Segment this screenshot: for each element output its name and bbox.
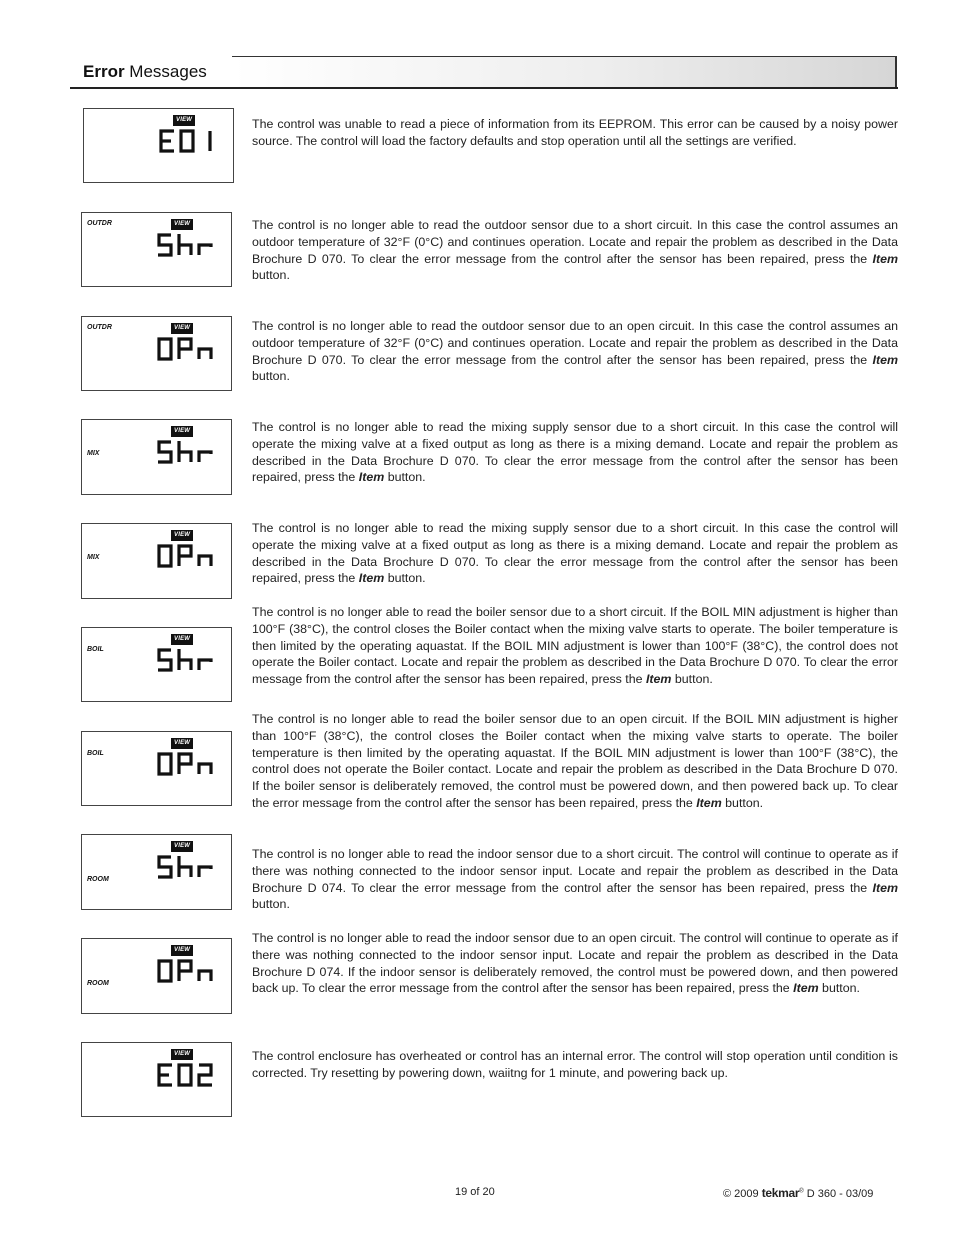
copyright: © 2009 [723, 1188, 759, 1200]
view-indicator: VIEW [171, 530, 193, 541]
error-description [252, 930, 898, 997]
footer-doc-info [723, 1186, 873, 1200]
description-tail: button. [252, 268, 290, 283]
view-indicator: VIEW [171, 1049, 193, 1060]
view-indicator: VIEW [171, 738, 193, 749]
lcd-zone-label: OUTDR [87, 220, 112, 227]
error-description [252, 116, 898, 150]
item-button-label: Item [793, 981, 819, 996]
lcd-segment [181, 131, 193, 151]
lcd-segment [179, 961, 191, 981]
lcd-error-code [154, 853, 214, 881]
lcd-segment [158, 650, 171, 670]
description-text: The control was unable to read a piece of information from its EEPROM. This error can be caused by a noisy power source. The control will load the factory defaults and stop operation until all the settings are verified. [252, 117, 898, 148]
lcd-segment [179, 546, 191, 566]
title-rest: Messages [124, 62, 207, 81]
description-tail: button. [252, 897, 290, 912]
view-indicator: VIEW [171, 841, 193, 852]
lcd-segment [158, 857, 171, 877]
description-text: The control is no longer able to read the mixing supply sensor due to a short circuit. In this case the control will operate the mixing valve at a fixed output as long as there is a mixing demand. Locate and repair the problem as described in the Data Brochure D 070. To clear the error message from the control after the sensor has been repaired, press the [252, 420, 898, 485]
item-button-label: Item [696, 795, 722, 810]
lcd-display [81, 1042, 232, 1117]
header-bar [232, 56, 897, 88]
lcd-segment [179, 245, 191, 255]
description-tail: button. [252, 369, 290, 384]
lcd-error-code [154, 231, 214, 259]
error-description [252, 846, 898, 913]
description-text: The control is no longer able to read the boiler sensor due to an open circuit. If the BOIL MIN adjustment is higher than 100°F (38°C), the control closes the Boiler contact when the mixing valve starts to operate. The boiler temperature is then limited by the operating aquastat. If the BOIL MIN adjustment is lower than 100°F (38°C), the control does not operate the Boiler contact. Locate and repair the problem as described in the Data Brochure D 070. If the boiler sensor is deliberately removed, the control must be powered down, and then powered back up. To clear the error message from the control after the sensor has been repaired, press the [252, 712, 898, 810]
description-tail: button. [384, 571, 426, 586]
lcd-segment [159, 546, 171, 566]
view-indicator: VIEW [171, 634, 193, 645]
lcd-segment [179, 1065, 191, 1085]
header-rule [70, 87, 898, 89]
lcd-display [81, 419, 232, 495]
lcd-display [81, 212, 232, 287]
description-text: The control is no longer able to read the outdoor sensor due to a short circuit. In this case the control assumes an outdoor temperature of 32°F (0°C) and continues operation. Locate and repair the problem as described in the Data Brochure D 070. To clear the error message from the control after the sensor has been repaired, press the [252, 218, 898, 266]
error-description [252, 217, 898, 284]
error-description [252, 711, 898, 812]
lcd-segment [199, 452, 211, 462]
description-tail: button. [721, 795, 764, 810]
lcd-display [81, 316, 232, 391]
item-button-label: Item [358, 470, 385, 485]
lcd-segment [179, 867, 191, 877]
lcd-error-code [156, 127, 216, 155]
description-text: The control is no longer able to read the outdoor sensor due to an open circuit. In this case the control assumes an outdoor temperature of 32°F (0°C) and continues operation. Locate and repair the problem as described in the Data Brochure D 070. To clear the error message from the control after the sensor has been repaired, press the [252, 319, 898, 367]
error-description [252, 419, 898, 486]
lcd-segment [199, 245, 211, 255]
lcd-error-code [154, 750, 214, 778]
lcd-segment [199, 764, 211, 774]
view-indicator: VIEW [171, 945, 193, 956]
lcd-segment [179, 754, 191, 774]
lcd-segment [199, 660, 211, 670]
lcd-display [81, 938, 232, 1014]
lcd-segment [159, 961, 171, 981]
lcd-segment [159, 754, 171, 774]
lcd-zone-label: MIX [87, 450, 100, 457]
lcd-error-code [154, 1061, 214, 1089]
description-text: The control enclosure has overheated or control has an internal error. The control will stop operation until condition is corrected. Try resetting by powering down, waiitng for 1 minute, and powering back up. [252, 1049, 898, 1080]
error-description [252, 520, 898, 587]
lcd-zone-label: BOIL [87, 646, 104, 653]
lcd-display [83, 108, 234, 183]
description-text: The control is no longer able to read the indoor sensor due to a short circuit. The control will continue to operate as if there was nothing connected to the indoor sensor input. Locate and repair the problem as described in the Data Brochure D 074. To clear the error message from the control after the sensor has been repaired, press the [252, 847, 898, 895]
description-text: The control is no longer able to read the indoor sensor due to an open circuit. The control will continue to operate as if there was nothing connected to the indoor sensor input. Locate and repair the problem as described in the Data Brochure D 074. If the indoor sensor is deliberately removed, the control must be powered down, and then powered back up. To clear the error message from the control after the sensor has been repaired, press the [252, 931, 898, 996]
description-tail: button. [671, 672, 713, 687]
view-indicator: VIEW [173, 115, 195, 126]
lcd-zone-label: BOIL [87, 750, 104, 757]
lcd-segment [199, 349, 211, 359]
lcd-display [81, 523, 232, 599]
lcd-display [81, 627, 232, 702]
item-button-label: Item [358, 571, 385, 586]
lcd-error-code [154, 957, 214, 985]
lcd-zone-label: ROOM [87, 980, 109, 987]
title-bold: Error [83, 62, 125, 81]
lcd-segment [199, 1065, 212, 1085]
view-indicator: VIEW [171, 426, 193, 437]
item-button-label: Item [872, 251, 898, 266]
brand-logo: tekmar [761, 1186, 800, 1200]
description-tail: button. [818, 981, 860, 996]
error-description [252, 1048, 898, 1082]
lcd-segment [199, 971, 211, 981]
lcd-segment [179, 660, 191, 670]
error-description [252, 604, 898, 688]
lcd-zone-label: OUTDR [87, 324, 112, 331]
doc-number: D 360 - 03/09 [806, 1188, 874, 1200]
error-description [252, 318, 898, 385]
lcd-segment [179, 339, 191, 359]
view-indicator: VIEW [171, 219, 193, 230]
lcd-segment [179, 452, 191, 462]
page-number: 19 of 20 [455, 1186, 495, 1198]
lcd-display [81, 731, 232, 806]
lcd-error-code [154, 438, 214, 466]
lcd-zone-label: MIX [87, 554, 100, 561]
lcd-error-code [154, 646, 214, 674]
lcd-error-code [154, 542, 214, 570]
description-tail: button. [384, 470, 426, 485]
description-text: The control is no longer able to read the boiler sensor due to a short circuit. If the BOIL MIN adjustment is higher than 100°F (38°C), the control closes the Boiler contact when the mixing valve starts to operate. The boiler temperature is then limited by the operating aquastat. If the BOIL MIN adjustment is lower than 100°F (38°C), the control does not operate the Boiler contact. Locate and repair the problem as described in the Data Brochure D 070. To clear the error message from the control after the sensor has been repaired, press the [252, 605, 898, 687]
lcd-error-code [154, 335, 214, 363]
lcd-segment [158, 442, 171, 462]
lcd-segment [199, 556, 211, 566]
item-button-label: Item [645, 672, 672, 687]
page-title [83, 62, 207, 82]
view-indicator: VIEW [171, 323, 193, 334]
lcd-segment [199, 867, 211, 877]
lcd-display [81, 834, 232, 910]
registered-mark: ® [799, 1188, 804, 1195]
lcd-segment [159, 339, 171, 359]
lcd-segment [158, 235, 171, 255]
item-button-label: Item [872, 352, 898, 367]
item-button-label: Item [872, 880, 898, 895]
description-text: The control is no longer able to read the mixing supply sensor due to a short circuit. In this case the control will operate the mixing valve at a fixed output as long as there is a mixing demand. Locate and repair the problem as described in the Data Brochure D 070. To clear the error message from the control after the sensor has been repaired, press the [252, 521, 898, 586]
lcd-zone-label: ROOM [87, 876, 109, 883]
